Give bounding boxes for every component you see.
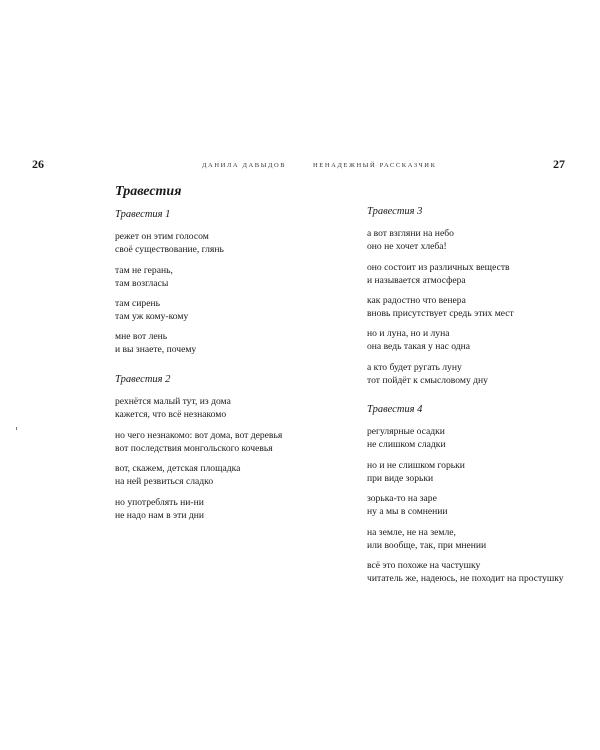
verse-line: своё существование, глянь [115,244,224,255]
poem-title-2: Травестия 2 [115,374,171,385]
poem-2-stanza-1 [115,395,231,421]
verse-line: оно не хочет хлеба! [367,241,447,252]
verse-line: там возгласы [115,278,169,289]
verse-line: регулярные осадки [367,426,445,437]
poem-3-stanza-2 [367,261,510,287]
verse-line: не слишком сладки [367,439,446,450]
poem-4-stanza-3 [367,492,448,518]
section-title: Травестия [115,184,182,199]
poem-4-stanza-4 [367,526,486,552]
poem-3-stanza-3 [367,294,514,320]
verse-line: как радостно что венера [367,295,466,306]
verse-line: вновь присутствует средь этих мест [367,308,514,319]
poem-3-stanza-5 [367,361,488,387]
left-page-number: 26 [32,157,44,171]
verse-line: она ведь такая у нас одна [367,341,471,352]
poem-title-4: Травестия 4 [367,404,423,415]
poem-2-stanza-2 [115,429,282,455]
verse-line: и вы знаете, почему [115,344,197,355]
verse-line: а кто будет ругать луну [367,362,462,373]
poem-2-stanza-3 [115,462,240,488]
verse-line: но чего незнакомо: вот дома, вот деревья [115,430,283,441]
poem-1-stanza-1 [115,230,224,256]
verse-line: оно состоит из различных веществ [367,262,510,273]
verse-line: читатель же, надеюсь, не походит на простушку [367,573,564,584]
verse-line: но употреблять ни-ни [115,497,204,508]
poem-3-stanza-4 [367,327,470,353]
verse-line: и называется атмосфера [367,275,466,286]
verse-line: а вот взгляни на небо [367,228,454,239]
verse-line: там не герань, [115,265,173,276]
poem-1-stanza-4 [115,330,196,356]
verse-line: ну а мы в сомнении [367,506,448,517]
poem-4-stanza-1 [367,425,446,451]
poem-4-stanza-5 [367,559,564,585]
verse-line: вот, скажем, детская площадка [115,463,241,474]
verse-line: но и не слишком горьки [367,460,465,471]
verse-line: зорька-то на заре [367,493,437,504]
scan-speck [16,427,17,430]
verse-line: при виде зорьки [367,473,434,484]
verse-line: или вообще, так, при мнении [367,540,487,551]
right-running-head: НЕНАДЕЖНЫЙ РАССКАЗЧИК [313,162,437,169]
verse-line: там сирень [115,298,160,309]
verse-line: на ней резвиться сладко [115,476,214,487]
poem-2-stanza-4 [115,496,204,522]
poem-4-stanza-2 [367,459,465,485]
verse-line: там уж кому-кому [115,311,189,322]
verse-line: режет он этим голосом [115,231,209,242]
verse-line: тот пойдёт к смысловому дну [367,375,488,386]
verse-line: не надо нам в эти дни [115,510,205,521]
verse-line: мне вот лень [115,331,168,342]
poem-3-stanza-1 [367,227,454,253]
verse-line: вот последствия монгольского кочевья [115,443,273,454]
poem-1-stanza-3 [115,297,188,323]
right-page-number: 27 [553,157,565,171]
verse-line: но и луна, но и луна [367,328,450,339]
poem-1-stanza-2 [115,264,173,290]
verse-line: всё это похоже на частушку [367,560,481,571]
verse-line: рехнётся малый тут, из дома [115,396,231,407]
poem-title-3: Травестия 3 [367,206,423,217]
verse-line: на земле, не на земле, [367,527,456,538]
verse-line: кажется, что всё незнакомо [115,409,227,420]
poem-title-1: Травестия 1 [115,209,171,220]
left-running-head: ДАНИЛА ДАВЫДОВ [202,162,287,169]
